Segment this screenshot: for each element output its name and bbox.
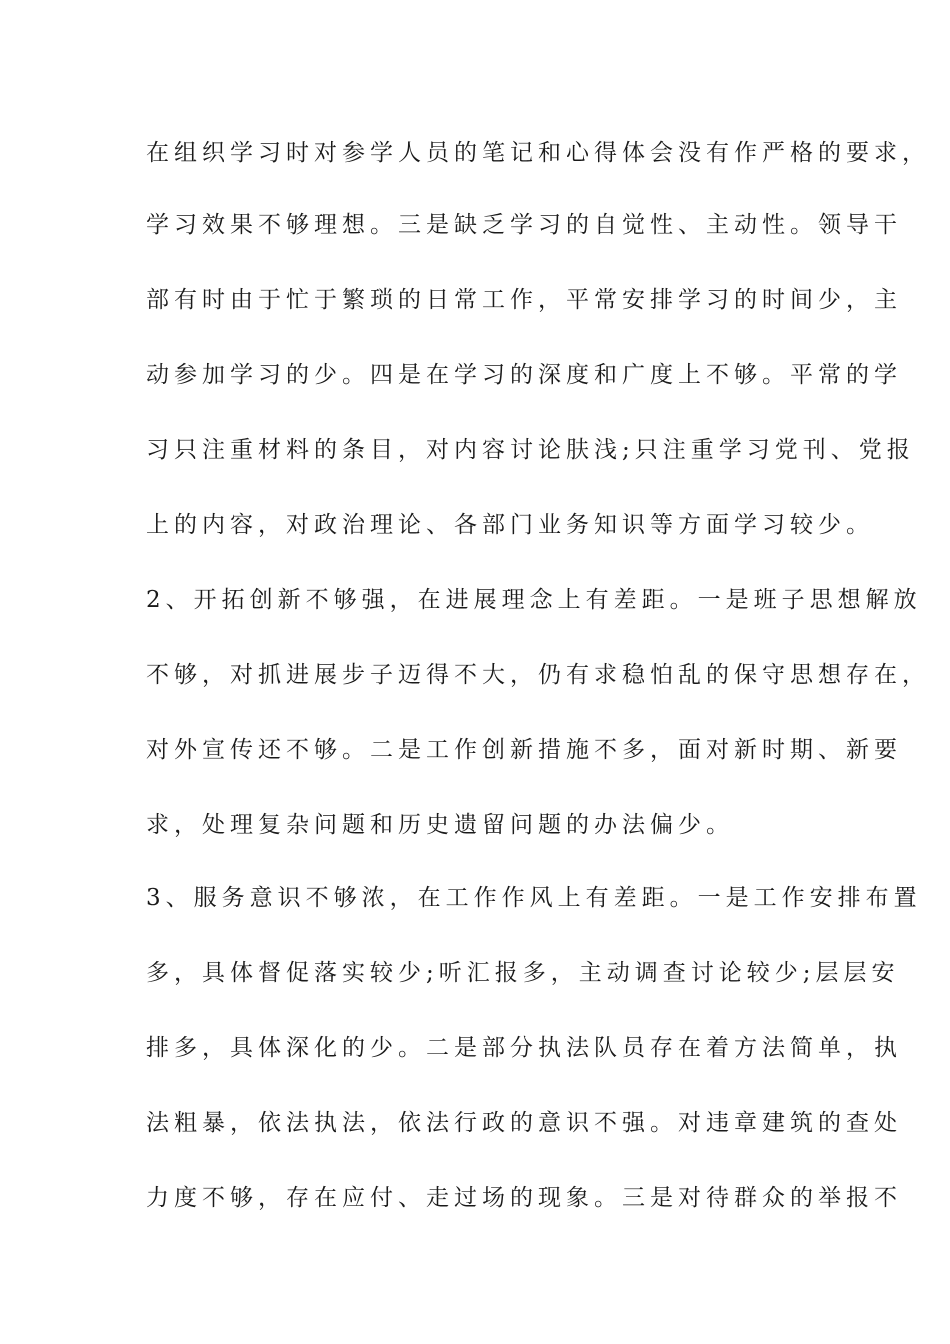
text-line-10: 求，处理复杂问题和历史遗留问题的办法偏少。 bbox=[146, 812, 734, 838]
text-line-9: 对外宣传还不够。二是工作创新措施不多，面对新时期、新要 bbox=[146, 737, 902, 763]
text-line-6: 上的内容，对政治理论、各部门业务知识等方面学习较少。 bbox=[146, 512, 874, 538]
text-line-8: 不够，对抓进展步子迈得不大，仍有求稳怕乱的保守思想存在， bbox=[146, 662, 930, 688]
text-line-11: 3、服务意识不够浓，在工作作风上有差距。一是工作安排布置 bbox=[146, 885, 922, 911]
text-line-13: 排多，具体深化的少。二是部分执法队员存在着方法简单，执 bbox=[146, 1035, 902, 1061]
text-line-15: 力度不够，存在应付、走过场的现象。三是对待群众的举报不 bbox=[146, 1185, 902, 1211]
text-line-2: 学习效果不够理想。三是缺乏学习的自觉性、主动性。领导干 bbox=[146, 212, 902, 238]
text-line-5: 习只注重材料的条目，对内容讨论肤浅;只注重学习党刊、党报 bbox=[146, 437, 915, 463]
text-line-7: 2、开拓创新不够强，在进展理念上有差距。一是班子思想解放 bbox=[146, 587, 922, 613]
text-line-4: 动参加学习的少。四是在学习的深度和广度上不够。平常的学 bbox=[146, 362, 902, 388]
text-line-3: 部有时由于忙于繁琐的日常工作，平常安排学习的时间少，主 bbox=[146, 287, 902, 313]
text-line-14: 法粗暴，依法执法，依法行政的意识不强。对违章建筑的查处 bbox=[146, 1110, 902, 1136]
text-line-1: 在组织学习时对参学人员的笔记和心得体会没有作严格的要求， bbox=[146, 140, 930, 166]
text-line-12: 多，具体督促落实较少;听汇报多，主动调查讨论较少;层层安 bbox=[146, 960, 900, 986]
